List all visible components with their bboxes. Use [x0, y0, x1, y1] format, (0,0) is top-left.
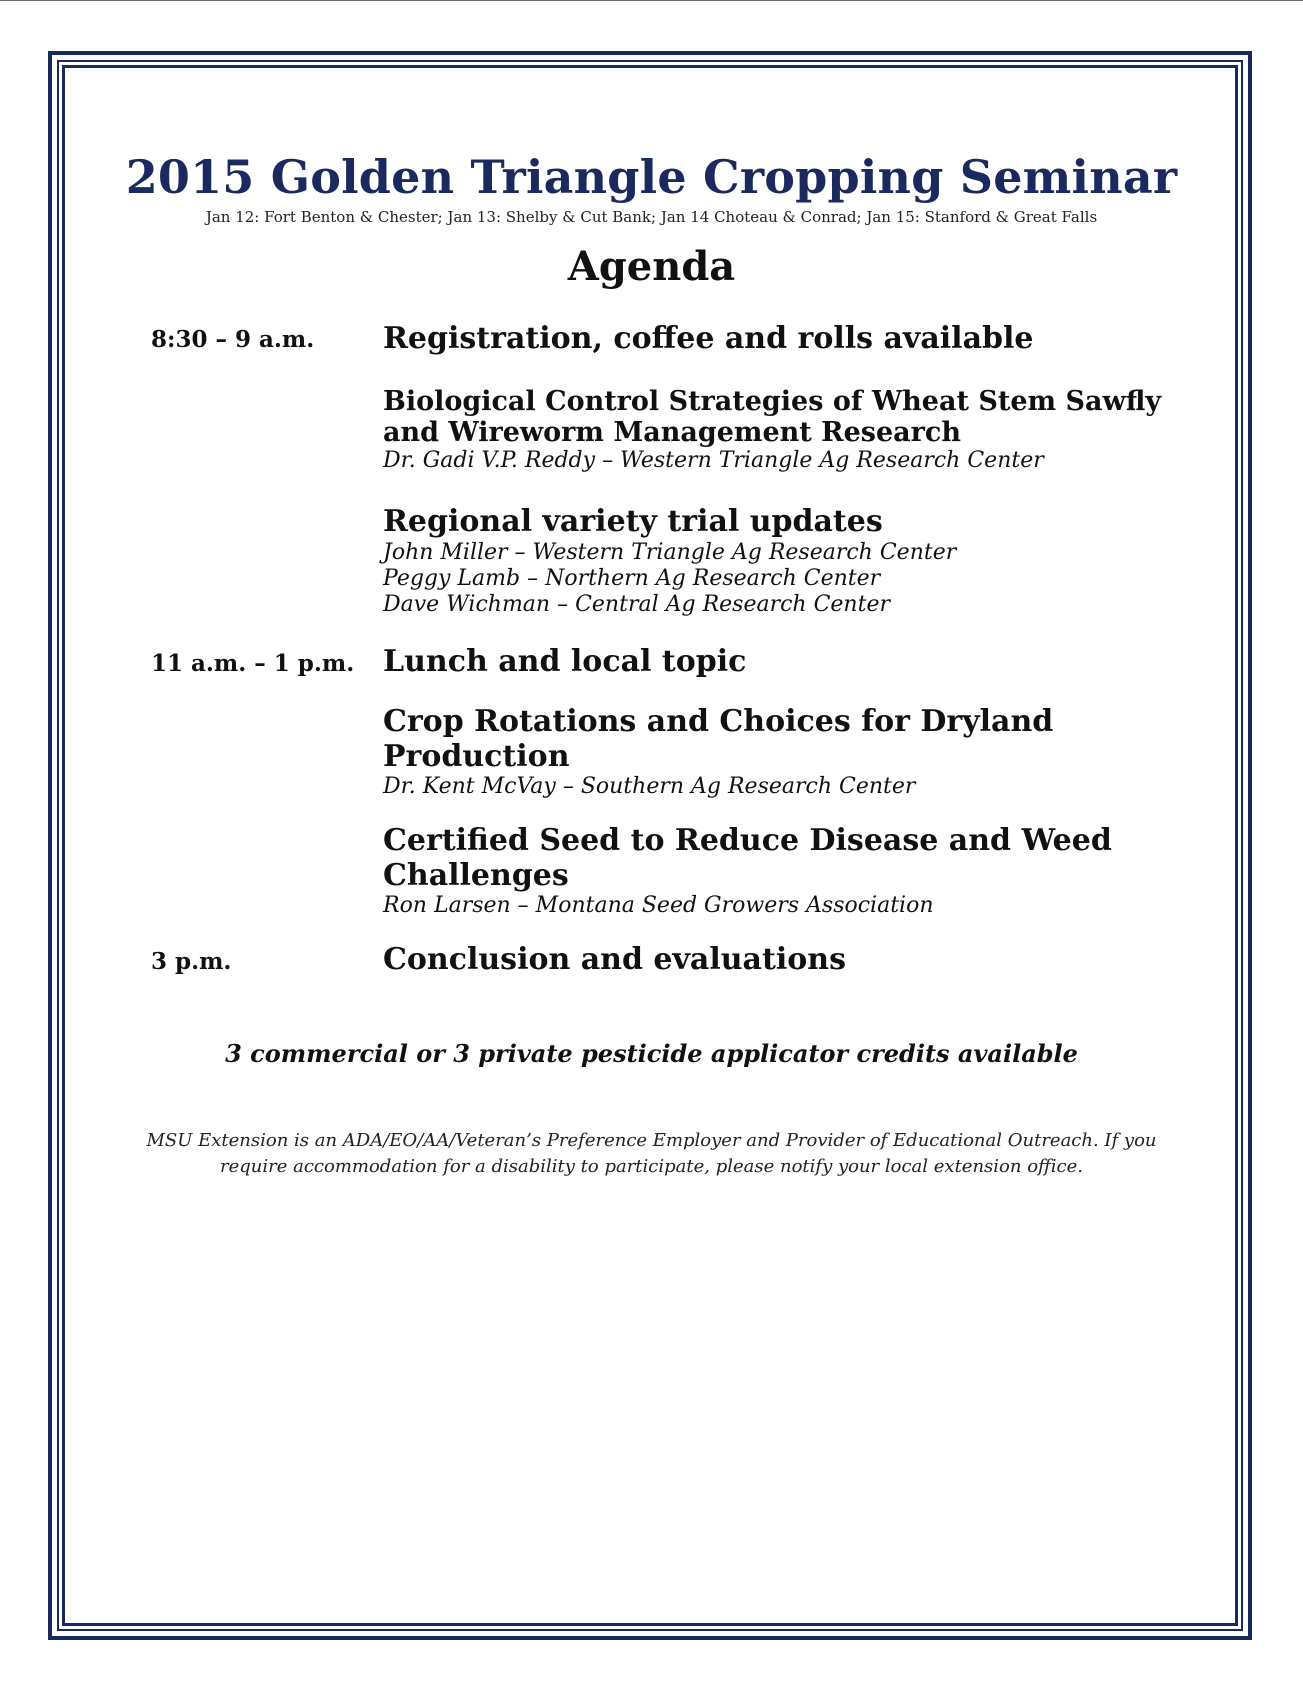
agenda-item-title: Certified Seed to Reduce Disease and Weed Challenges	[383, 823, 1112, 893]
speaker: Ron Larsen – Montana Seed Growers Association	[383, 893, 934, 918]
time-slot-morning: 8:30 – 9 a.m.	[151, 326, 315, 353]
seminar-dates-locations: Jan 12: Fort Benton & Chester; Jan 13: Shelby & Cut Bank; Jan 14 Choteau & Conrad; Jan 15: Stanford & Great Falls	[205, 208, 1098, 226]
agenda-item-lunch	[383, 645, 1203, 680]
page-title: 2015 Golden Triangle Cropping Seminar	[125, 150, 1178, 204]
time-slot-midday: 11 a.m. – 1 p.m.	[151, 650, 355, 677]
agenda-item-title: Regional variety trial updates	[383, 504, 883, 539]
agenda-item-certified-seed	[383, 824, 1203, 919]
time-slot-afternoon: 3 p.m.	[151, 948, 232, 975]
agenda-item-title: Lunch and local topic	[383, 644, 747, 679]
disclaimer-line-2: require accommodation for a disability to participate, please notify your local extension office.	[220, 1155, 1083, 1177]
agenda-item-title: Biological Control Strategies of Wheat Stem Sawfly and Wireworm Management Research	[383, 386, 1162, 449]
speaker: Dave Wichman – Central Ag Research Center	[383, 592, 890, 618]
disclaimer-line-1: MSU Extension is an ADA/EO/AA/Veteran’s Preference Employer and Provider of Educational Outreach. If you	[146, 1130, 1157, 1151]
agenda-item-crop-rotations	[383, 705, 1203, 800]
pesticide-credits-note: 3 commercial or 3 private pesticide applicator credits available	[225, 1039, 1078, 1068]
agenda-item-title: Conclusion and evaluations	[383, 942, 846, 977]
agenda-item-title: Crop Rotations and Choices for Dryland Production	[383, 704, 1054, 774]
agenda-item-variety-trials	[383, 505, 1203, 619]
agenda-item-conclusion	[383, 943, 1203, 978]
agenda-item-title: Registration, coffee and rolls available	[383, 321, 1034, 356]
speaker: Peggy Lamb – Northern Ag Research Center	[383, 565, 881, 591]
agenda-heading: Agenda	[567, 243, 736, 290]
speaker: Dr. Gadi V.P. Reddy – Western Triangle Ag Research Center	[383, 448, 1044, 474]
speaker: Dr. Kent McVay – Southern Ag Research Center	[383, 774, 916, 799]
top-rule	[0, 0, 1303, 1]
speaker: John Miller – Western Triangle Ag Research Center	[383, 539, 957, 565]
agenda-item-sawfly-research	[383, 386, 1203, 474]
accessibility-disclaimer	[140, 1128, 1163, 1179]
agenda-item-registration	[383, 322, 1203, 357]
